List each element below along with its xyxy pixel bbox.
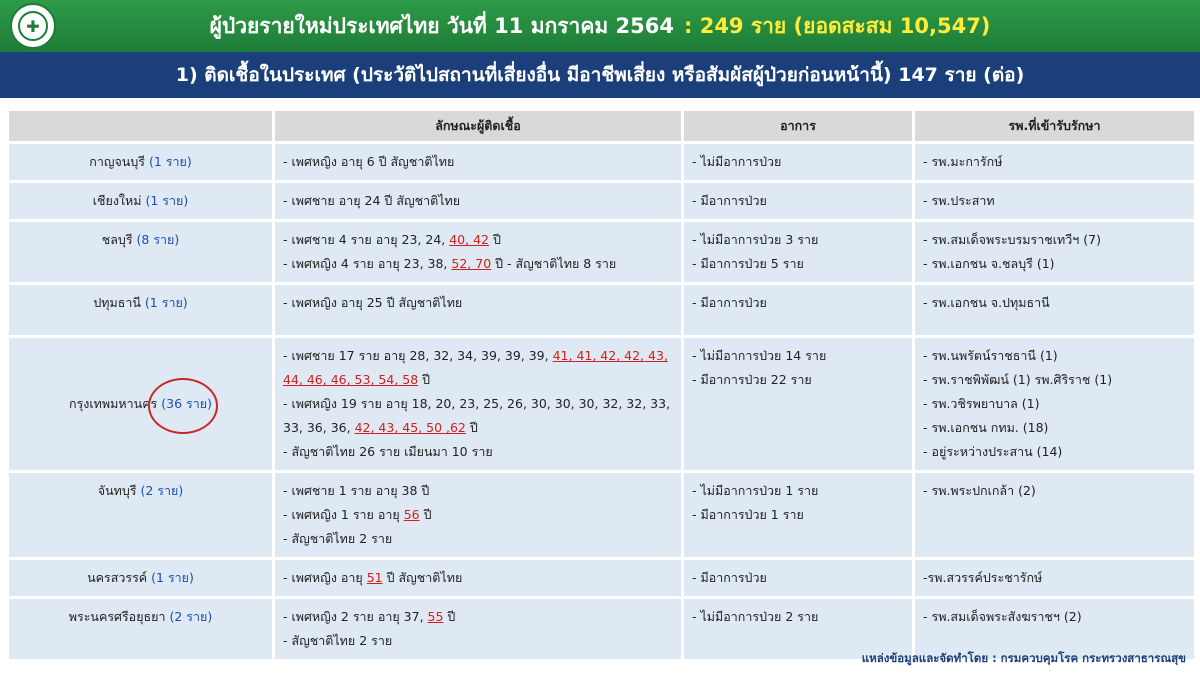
highlighted-age: 51 — [366, 570, 383, 585]
hospital-cell — [915, 473, 1194, 557]
symptom-line: - มีอาการป่วย — [692, 193, 767, 208]
hospital-cell — [915, 285, 1194, 335]
province-cell — [9, 599, 272, 659]
highlighted-age: 41, 41, 42, 42, 43, — [552, 348, 668, 363]
characteristics-text: - เพศชาย อายุ 24 ปี สัญชาติไทย — [283, 193, 461, 208]
province-cell — [9, 183, 272, 219]
characteristics-cell — [275, 285, 681, 335]
characteristics-cell — [275, 183, 681, 219]
characteristics-line — [283, 566, 673, 590]
characteristics-text: ปี — [418, 372, 431, 387]
symptoms-cell — [684, 222, 912, 282]
highlighted-age: 56 — [403, 507, 420, 522]
characteristics-text: ปี — [488, 232, 501, 247]
characteristics-text: - เพศหญิง อายุ 25 ปี สัญชาติไทย — [283, 295, 463, 310]
characteristics-text: - สัญชาติไทย 26 ราย เมียนมา 10 ราย — [283, 444, 493, 459]
symptoms-cell — [684, 285, 912, 335]
highlighted-age: 52, 70 — [451, 256, 492, 271]
symptom-line: - ไม่มีอาการป่วย 2 ราย — [692, 609, 819, 624]
province-name: กรุงเทพมหานคร — [69, 396, 158, 411]
symptoms-cell — [684, 560, 912, 596]
hospital-cell — [915, 560, 1194, 596]
hospital-line: - รพ.ประสาท — [923, 193, 995, 208]
characteristics-text: 33, 36, 36, — [283, 420, 355, 435]
characteristics-line — [283, 344, 673, 368]
province-cell — [9, 285, 272, 335]
section-bar — [0, 52, 1200, 98]
province-case-count: (2 ราย) — [169, 609, 213, 624]
province-name: พระนครศรีอยุธยา — [68, 609, 166, 624]
header-bar — [0, 0, 1200, 52]
province-case-count: (8 ราย) — [136, 232, 180, 247]
province-name: กาญจนบุรี — [89, 154, 146, 169]
header-date-title: ผู้ป่วยรายใหม่ประเทศไทย วันที่ 11 มกราคม 2564 — [209, 13, 674, 38]
hospital-line: - รพ.วชิรพยาบาล (1) — [923, 396, 1040, 411]
characteristics-text: - เพศชาย 1 ราย อายุ 38 ปี — [283, 483, 430, 498]
symptom-line: - ไม่มีอาการป่วย 3 ราย — [692, 232, 819, 247]
characteristics-line — [283, 416, 673, 440]
characteristics-cell — [275, 473, 681, 557]
province-cell — [9, 473, 272, 557]
characteristics-text: - เพศหญิง 1 ราย อายุ — [283, 507, 404, 522]
hospital-line: - อยู่ระหว่างประสาน (14) — [923, 444, 1063, 459]
characteristics-text: - เพศหญิง อายุ — [283, 570, 367, 585]
symptom-line: - มีอาการป่วย — [692, 570, 767, 585]
hospital-line: - รพ.สมเด็จพระบรมราชเทวีฯ (7) — [923, 232, 1101, 247]
province-case-count: (2 ราย) — [140, 483, 184, 498]
symptoms-cell — [684, 338, 912, 470]
province-cell — [9, 144, 272, 180]
characteristics-line — [283, 252, 673, 276]
hospital-cell — [915, 222, 1194, 282]
header-title — [0, 0, 1200, 52]
column-header-hospital: รพ.ที่เข้ารับรักษา — [915, 111, 1194, 141]
hospital-cell — [915, 144, 1194, 180]
characteristics-text: - เพศชาย 4 ราย อายุ 23, 24, — [283, 232, 450, 247]
highlighted-age: 42, 43, 45, 50 ,62 — [354, 420, 466, 435]
table-row — [9, 183, 1194, 219]
hospital-line: - รพ.นพรัตน์ราชธานี (1) — [923, 348, 1058, 363]
symptom-line: - มีอาการป่วย 1 ราย — [692, 507, 804, 522]
province-case-count: (1 ราย) — [149, 154, 192, 169]
symptom-line: - ไม่มีอาการป่วย 14 ราย — [692, 348, 827, 363]
hospital-cell — [915, 338, 1194, 470]
hospital-line: - รพ.พระปกเกล้า (2) — [923, 483, 1036, 498]
hospital-line: - รพ.ราชพิพัฒน์ (1) รพ.ศิริราช (1) — [923, 372, 1113, 387]
characteristics-cell — [275, 599, 681, 659]
characteristics-line — [283, 228, 673, 252]
hospital-line: - รพ.เอกชน จ.ชลบุรี (1) — [923, 256, 1055, 271]
hospital-line: - รพ.สมเด็จพระสังฆราชฯ (2) — [923, 609, 1082, 624]
province-name: จันทบุรี — [97, 483, 137, 498]
characteristics-cell — [275, 144, 681, 180]
characteristics-text: ปี — [419, 507, 432, 522]
characteristics-line — [283, 392, 673, 416]
province-cell — [9, 222, 272, 282]
table-header-row — [9, 111, 1194, 141]
header-case-count: : 249 ราย (ยอดสะสม 10,547) — [684, 13, 991, 38]
province-case-count: (1 ราย) — [151, 570, 194, 585]
symptom-line: - ไม่มีอาการป่วย 1 ราย — [692, 483, 819, 498]
characteristics-text: - เพศหญิง 19 ราย อายุ 18, 20, 23, 25, 26, 30, 30, 30, 32, 32, 33, — [283, 396, 671, 411]
characteristics-line — [283, 605, 673, 629]
symptoms-cell — [684, 183, 912, 219]
ministry-logo-icon: ✚ — [10, 3, 56, 49]
column-header-province — [9, 111, 272, 141]
table-row — [9, 222, 1194, 282]
characteristics-text: - สัญชาติไทย 2 ราย — [283, 531, 393, 546]
highlighted-age: 40, 42 — [449, 232, 489, 247]
province-case-count: (1 ราย) — [144, 295, 188, 310]
table-row — [9, 285, 1194, 335]
characteristics-text: - สัญชาติไทย 2 ราย — [283, 633, 393, 648]
characteristics-line — [283, 503, 673, 527]
characteristics-text: ปี - สัญชาติไทย 8 ราย — [491, 256, 617, 271]
table-row — [9, 144, 1194, 180]
characteristics-cell — [275, 222, 681, 282]
province-case-count: (36 ราย) — [161, 396, 212, 411]
characteristics-line — [283, 189, 673, 213]
column-header-characteristics: ลักษณะผู้ติดเชื้อ — [275, 111, 681, 141]
table-row — [9, 338, 1194, 470]
province-cell — [9, 560, 272, 596]
province-cell — [9, 338, 272, 470]
characteristics-text: ปี — [443, 609, 456, 624]
highlighted-age: 55 — [427, 609, 444, 624]
hospital-cell — [915, 183, 1194, 219]
symptom-line: - มีอาการป่วย — [692, 295, 767, 310]
characteristics-cell — [275, 560, 681, 596]
hospital-line: -รพ.สวรรค์ประชารักษ์ — [923, 570, 1043, 585]
hospital-line: - รพ.เอกชน จ.ปทุมธานี — [923, 295, 1050, 310]
characteristics-cell — [275, 338, 681, 470]
province-name: ชลบุรี — [101, 232, 133, 247]
characteristics-line — [283, 150, 673, 174]
characteristics-line — [283, 291, 673, 315]
characteristics-line — [283, 629, 673, 653]
symptom-line: - ไม่มีอาการป่วย — [692, 154, 782, 169]
characteristics-text: ปี — [465, 420, 478, 435]
characteristics-line — [283, 527, 673, 551]
highlighted-age: 44, 46, 46, 53, 54, 58 — [283, 372, 419, 387]
province-name: นครสวรรค์ — [87, 570, 148, 585]
characteristics-text: - เพศชาย 17 ราย อายุ 28, 32, 34, 39, 39, 39, — [283, 348, 553, 363]
province-name: เชียงใหม่ — [92, 193, 142, 208]
characteristics-line — [283, 440, 673, 464]
column-header-symptoms: อาการ — [684, 111, 912, 141]
section-title: 1) ติดเชื้อในประเทศ (ประวัติไปสถานที่เสี่ยงอื่น มีอาชีพเสี่ยง หรือสัมผัสผู้ป่วยก่อนหน้านี้) 147 ราย (ต่อ) — [175, 64, 1025, 86]
characteristics-text: ปี สัญชาติไทย — [382, 570, 463, 585]
characteristics-text: - เพศหญิง อายุ 6 ปี สัญชาติไทย — [283, 154, 455, 169]
characteristics-line — [283, 479, 673, 503]
symptom-line: - มีอาการป่วย 22 ราย — [692, 372, 812, 387]
province-name: ปทุมธานี — [93, 295, 141, 310]
characteristics-text: - เพศหญิง 4 ราย อายุ 23, 38, — [283, 256, 452, 271]
data-source-note: แหล่งข้อมูลและจัดทำโดย : กรมควบคุมโรค กระทรวงสาธารณสุข — [861, 651, 1186, 665]
province-case-count: (1 ราย) — [145, 193, 189, 208]
table-row — [9, 473, 1194, 557]
hospital-line: - รพ.มะการักษ์ — [923, 154, 1003, 169]
symptoms-cell — [684, 473, 912, 557]
characteristics-line — [283, 368, 673, 392]
symptoms-cell — [684, 144, 912, 180]
symptom-line: - มีอาการป่วย 5 ราย — [692, 256, 804, 271]
cases-table — [6, 108, 1197, 662]
table-row — [9, 560, 1194, 596]
hospital-line: - รพ.เอกชน กทม. (18) — [923, 420, 1049, 435]
characteristics-text: - เพศหญิง 2 ราย อายุ 37, — [283, 609, 428, 624]
